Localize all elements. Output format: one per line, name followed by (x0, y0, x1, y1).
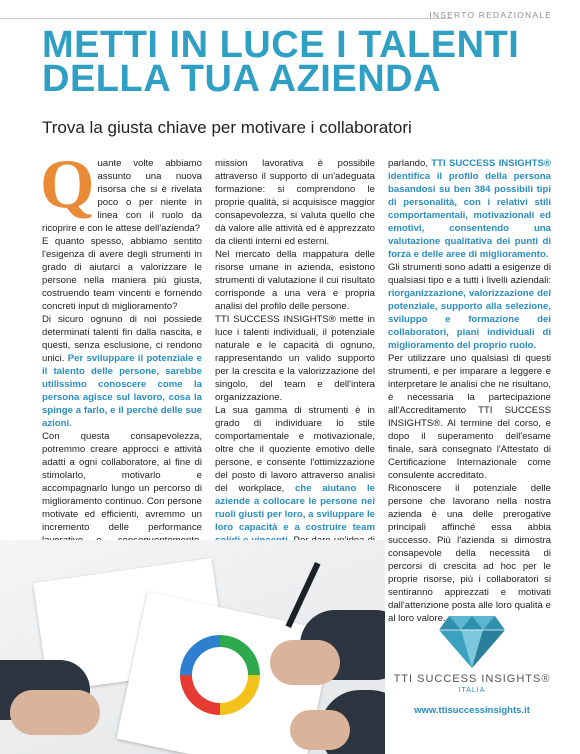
paragraph (388, 157, 551, 261)
highlight-text: Per sviluppare il potenziale e il talento delle persone, sarebbe utilissimo conoscere come la persona agisce sul lavoro, cosa la spinge a farlo, e il perché delle sue azioni. (42, 353, 203, 429)
highlight-text: che aiutano le aziende a collocare le persone nei ruoli giusti per loro, a sviluppare le loro capacità e a costruire team (215, 483, 375, 533)
article-column-1 (40, 146, 203, 573)
hand (290, 710, 350, 750)
highlight-text: riorganizzazione, valorizzazione del potenziale, supporto alla selezione, sviluppo e formazione dei collaboratori, piani individuali di miglioramento del proprio ruolo. (388, 288, 551, 351)
paragraph-text: Gli strumenti sono adatti a esigenze di qualsiasi tipo e a tutti i livelli aziendali: (388, 262, 551, 286)
highlight-text: TTI SUCCESS INSIGHTS® identifica il profilo della persona basandosi su ben 384 possibili tipi di personalità, con i relativi stili comportamentali, motivazionali ed emotivi, consentendo una valutazione qualitativa dei punti di forza e delle aree di miglioramento. (388, 158, 552, 260)
dropcap: Q (40, 146, 95, 223)
section-tag: INSERTO REDAZIONALE (429, 10, 552, 20)
paragraph: mission lavorativa è possibile attraverso il supporto di un'adeguata formazione: si comprendono le proprie qualità, si acquisisce maggior consapevolezza, si valuta quello che dà valore alle attività ed è apprezzato da clienti interni ed esterni. (215, 158, 375, 247)
paragraph: Nel mercato della mappatura delle risorse umane in azienda, esistono strumenti di valutazione il cui risultato corrisponde a una vera e propria analisi del profilo delle persone. (215, 249, 375, 312)
paragraph-text: parlando, (388, 158, 432, 169)
paragraph: Riconoscere il potenziale delle persone che lavorano nella nostra azienda è una delle prerogative principali affinché essa abbia successo. Più l'azienda si dimostra consapevole della necessità di percorsi di crescita ad hoc per le proprie risorse, più i collaboratori si sentiranno apprezzati e motivati dall'attenzione posta alle loro qualità e al loro valore. (388, 483, 551, 624)
paragraph: E quanto spesso, abbiamo sentito l'esigenza di avere degli strumenti in grado di aiutarci a valorizzare le persone nella maniera più giusta, costruendo team vincenti e fornendo concreti input di miglioramento? (42, 236, 202, 312)
color-wheel-center (192, 647, 248, 703)
logo-name: TTI SUCCESS INSIGHTS® (393, 673, 551, 685)
paragraph (388, 261, 551, 352)
article-column-2 (215, 157, 375, 560)
paragraph (42, 313, 202, 430)
paragraph-text: uante volte abbiamo assunto una nuova risorsa che si è rivelata poco o per niente in linea con il ruolo da ricoprire e con le attese dell'azienda? (42, 158, 202, 234)
hand (10, 690, 100, 735)
hand (270, 640, 340, 685)
title-line-2: DELLA TUA AZIENDA (42, 58, 442, 100)
paragraph: Con questa consapevolezza, potremmo creare approcci e attività adatti a ogni collaboratore, al fine di stimolarlo, motivarlo e accompagnarlo lungo un percorso di miglioramento continuo. Con persone motivate ed efficienti, avremmo un incremento delle performance (42, 431, 202, 533)
color-wheel-graphic (180, 635, 260, 715)
logo-country: ITALIA (458, 687, 486, 694)
title-line-1: METTI IN LUCE I TALENTI (42, 24, 520, 66)
paragraph: Per utilizzare uno qualsiasi di questi strumenti, e per imparare a leggere e interpretare le analisi che ne risultano, è necessaria la partecipazione all'Accreditamento TTI SUCCESS INSIGHTS®. Al termine del corso, e dopo il superamento dell'esame finale, sarà consegnato l'Attestato di Certificazione Internazionale come consulente accreditato. (388, 353, 551, 481)
header-rule (0, 18, 452, 19)
article-column-3 (388, 157, 551, 625)
article-title (42, 24, 542, 100)
paragraph-text: La sua gamma di strumenti è in grado di individuare lo stile comportamentale e motivazionale, oltre che il quoziente emotivo delle persone, e consente l'ottimizzazione del posto di lavoro attraverso analisi del workplace, (215, 405, 375, 494)
paragraph-text: Di sicuro ognuno di noi possiede determinati talenti fin dalla nascita, e questi, senza esclusione, ci rendono unici. (42, 314, 202, 364)
paragraph: TTI SUCCESS INSIGHTS® mette in luce i talenti individuali, il potenziale naturale e le capacità di ognuno, rappresentando un valido supporto per la crescita e la valorizzazione del singolo, del team e dell'intera organizzazione. (215, 314, 375, 403)
article-subtitle: Trova la giusta chiave per motivare i collaboratori (42, 118, 412, 137)
diamond-logo-icon (437, 612, 507, 670)
paragraph (40, 146, 202, 235)
paragraph (215, 404, 375, 560)
website-link[interactable]: www.ttisuccessinsights.it (414, 705, 530, 716)
article-photo (0, 540, 385, 754)
tti-logo (417, 612, 527, 670)
